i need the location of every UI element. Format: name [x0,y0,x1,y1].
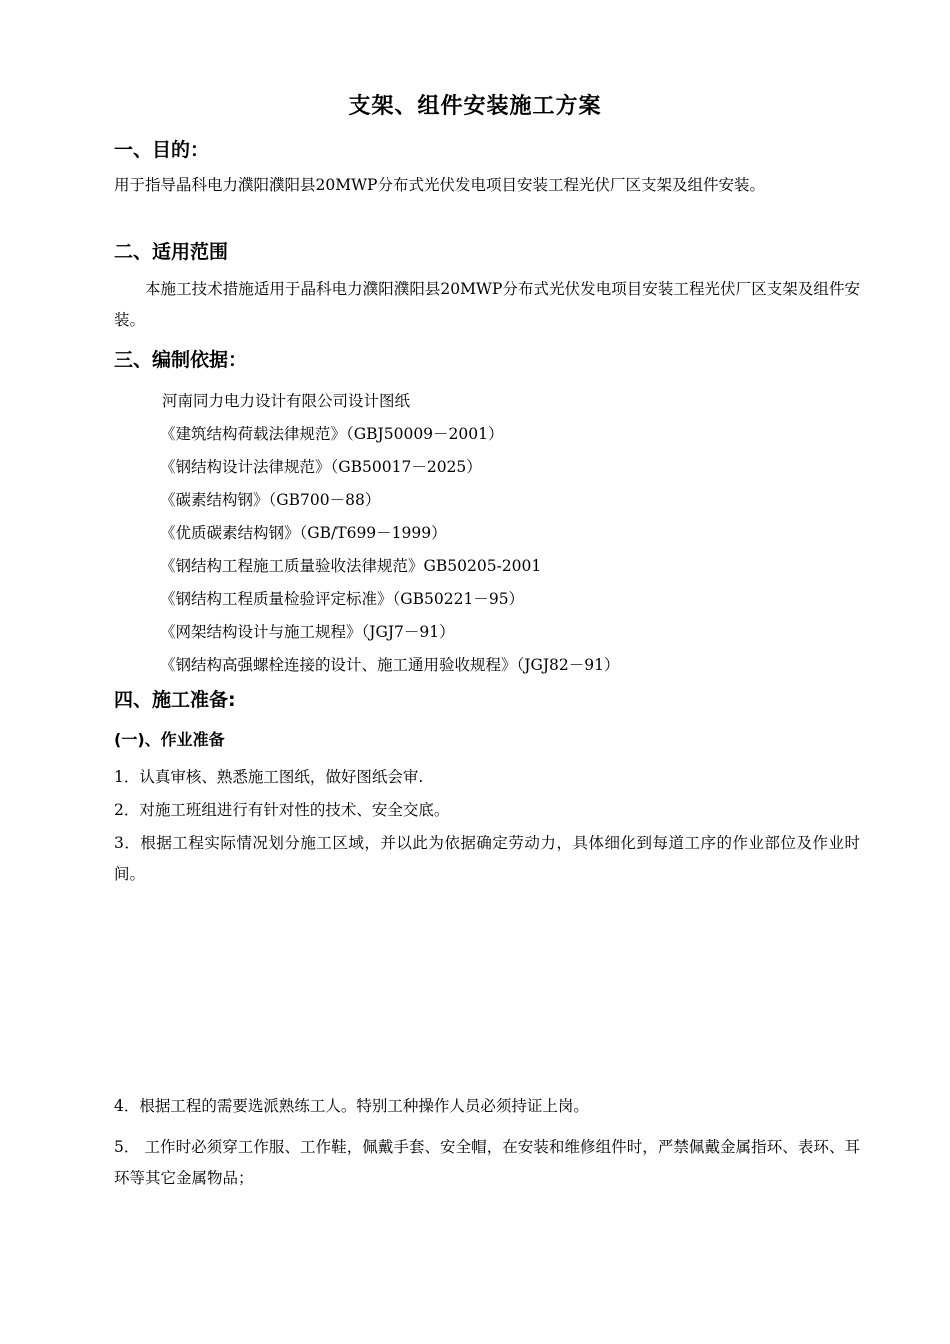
document-title: 支架、组件安装施工方案 [348,94,602,119]
preparation-item: 5． 工作时必须穿工作服、工作鞋，佩戴手套、安全帽，在安装和维修组件时，严禁佩戴金属指环、表环、耳环等其它金属物品； [114,1138,860,1187]
section-body-purpose: 用于指导晶科电力濮阳濮阳县20MWP分布式光伏发电项目安装工程光伏厂区支架及组件安装。 [114,176,765,194]
basis-item: 《钢结构设计法律规范》（GB50017－2025） [160,458,482,476]
section-heading-purpose: 一、目的： [114,139,210,161]
preparation-item: 1．认真审核、熟悉施工图纸，做好图纸会审. [114,768,424,786]
section-heading-basis: 三、编制依据： [114,349,248,371]
section-heading-scope: 二、适用范围 [114,241,229,263]
section-body-scope: 本施工技术措施适用于晶科电力濮阳濮阳县20MWP分布式光伏发电项目安装工程光伏厂区支架及组件安装。 [114,280,860,329]
preparation-item: 3．根据工程实际情况划分施工区域，并以此为依据确定劳动力，具体细化到每道工序的作业部位及作业时间。 [114,834,860,883]
basis-item: 《优质碳素结构钢》（GB/T699－1999） [160,524,447,542]
basis-item: 《钢结构高强螺栓连接的设计、施工通用验收规程》（JGJ82－91） [160,656,620,674]
preparation-item: 2．对施工班组进行有针对性的技术、安全交底。 [114,801,450,819]
preparation-item: 4．根据工程的需要选派熟练工人。特别工种操作人员必须持证上岗。 [114,1097,589,1115]
section-heading-preparation: 四、施工准备: [114,689,236,711]
basis-item: 《碳素结构钢》（GB700－88） [160,491,381,509]
subsection-heading-work-preparation: (一)、作业准备 [114,730,225,749]
basis-item: 河南同力电力设计有限公司设计图纸 [162,392,411,410]
basis-item: 《钢结构工程质量检验评定标准》（GB50221－95） [160,590,525,608]
basis-item: 《建筑结构荷载法律规范》（GBJ50009－2001） [160,425,504,443]
basis-item: 《钢结构工程施工质量验收法律规范》GB50205-2001 [160,557,542,575]
basis-item: 《网架结构设计与施工规程》（JGJ7－91） [160,623,455,641]
